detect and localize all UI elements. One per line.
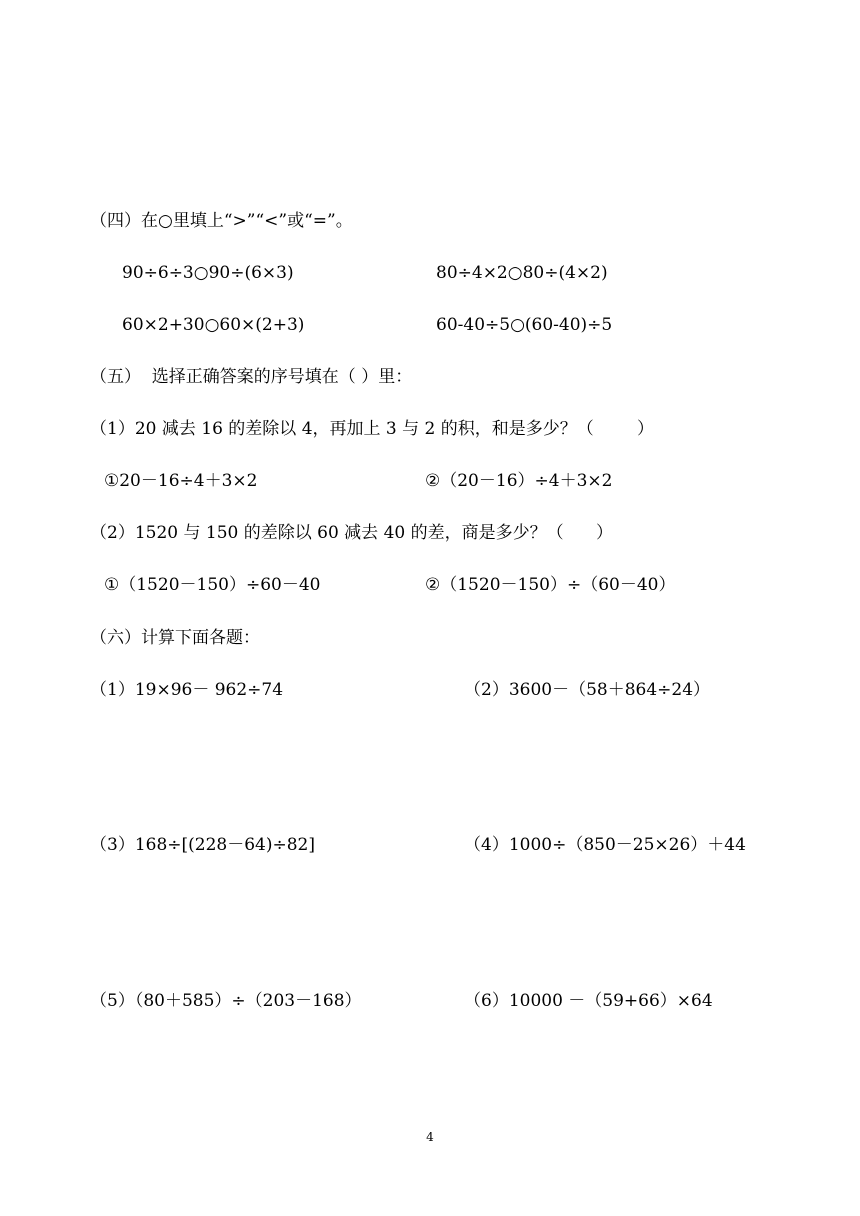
question-1-option-2: ②（20－16）÷4＋3×2 bbox=[425, 471, 613, 491]
question-2-option-1: ①（1520－150）÷60－40 bbox=[104, 575, 321, 595]
calc-problem-4: （4）1000÷（850－25×26）＋44 bbox=[464, 835, 746, 855]
compare-item-2: 80÷4×2○80÷(4×2) bbox=[436, 263, 608, 283]
section4-heading: （四）在○里填上“>”“<”或“=”。 bbox=[90, 211, 353, 231]
calc-problem-2: （2）3600－（58＋864÷24） bbox=[464, 680, 711, 700]
compare-item-1: 90÷6÷3○90÷(6×3) bbox=[122, 263, 294, 283]
calc-problem-1: （1）19×96－ 962÷74 bbox=[90, 680, 284, 700]
calc-problem-6: （6）10000 －（59+66）×64 bbox=[464, 991, 713, 1011]
question-1-option-1: ①20－16÷4＋3×2 bbox=[104, 471, 258, 491]
calc-problem-5: （5）（80＋585）÷（203－168） bbox=[90, 991, 362, 1011]
compare-item-3: 60×2+30○60×(2+3) bbox=[122, 315, 305, 335]
compare-item-4: 60-40÷5○(60-40)÷5 bbox=[436, 315, 613, 335]
calc-problem-3: （3）168÷[(228－64)÷82] bbox=[90, 835, 315, 855]
section5-heading: （五） 选择正确答案的序号填在（ ）里： bbox=[90, 367, 413, 387]
question-1-prompt: （1）20 减去 16 的差除以 4，再加上 3 与 2 的积，和是多少？（ ） bbox=[90, 419, 654, 439]
page-number: 4 bbox=[426, 1130, 434, 1144]
question-2-prompt: （2）1520 与 150 的差除以 60 减去 40 的差，商是多少？（ ） bbox=[90, 523, 614, 543]
section6-heading: （六）计算下面各题： bbox=[90, 628, 260, 648]
question-2-option-2: ②（1520－150）÷（60－40） bbox=[425, 575, 676, 595]
